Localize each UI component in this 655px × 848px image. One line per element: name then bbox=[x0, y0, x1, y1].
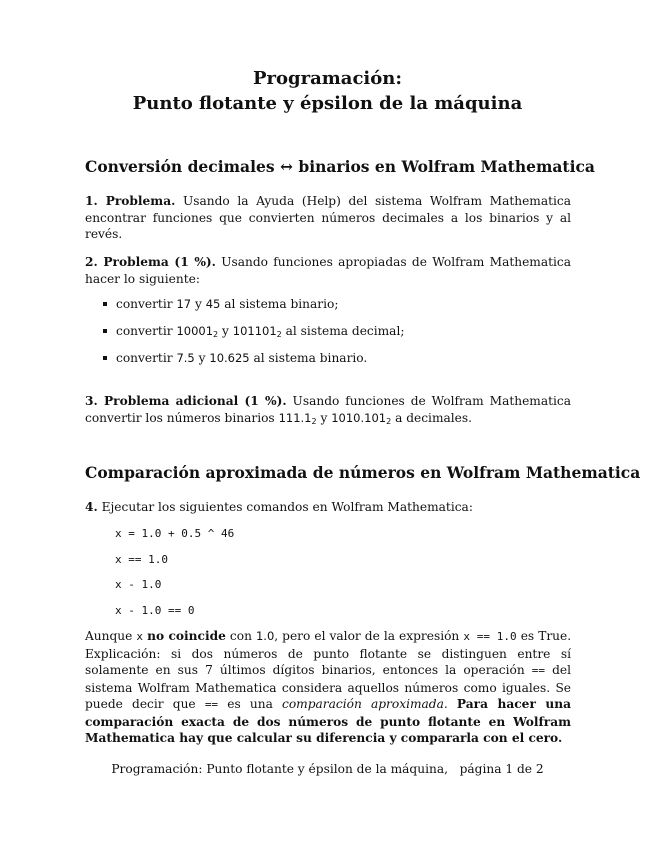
list-item: convertir $10001_2$ y $101101_2$ al sistema decimal; bbox=[103, 323, 573, 350]
list-item: convertir 7.5 y 10.625 al sistema binario. bbox=[103, 350, 573, 377]
section-heading-conversion: Conversión decimales ↔ binarios en Wolfram Mathematica bbox=[85, 157, 595, 176]
problem-3-label: 3. Problema adicional (1 %). bbox=[85, 394, 287, 408]
explanation-paragraph: Aunque x no coincide con 1.0, pero el valor de la expresión x == 1.0 es True. Explicación: si dos números de punto flotante se distinguen entre sí solamente en sus 7 últimos dígitos binarios, entonces la operación == del sistema Wolfram Mathematica considera aquellos números como iguales. Se puede decir que == es una comparación aproximada. Para hacer una comparación exacta de dos números de punto flotante en Wolfram Mathematica hay que calcular su diferencia y compararla con el cero. bbox=[85, 629, 572, 745]
section-heading-comparison: Comparación aproximada de números en Wolfram Mathematica bbox=[85, 463, 641, 482]
problem-4-text: Ejecutar los siguientes comandos en Wolfram Mathematica: bbox=[101, 500, 473, 514]
problem-2-label: 2. Problema (1 %). bbox=[85, 255, 216, 269]
left-right-arrow-icon: ↔ bbox=[279, 157, 293, 176]
problem-2 bbox=[85, 254, 571, 287]
problem-2-list bbox=[103, 296, 573, 377]
code-line: x - 1.0 == 0 bbox=[115, 604, 195, 617]
page-title bbox=[0, 66, 655, 116]
problem-3: 3. Problema adicional (1 %). Usando funciones de Wolfram Mathematica convertir los números binarios $111.1_2$ y $1010.101_2$ a decimales. bbox=[85, 394, 572, 426]
problem-1-text: Usando la Ayuda (Help) del sistema Wolfram Mathematica encontrar funciones que convierten números decimales a los binarios y al revés. bbox=[85, 194, 572, 241]
title-line-1: Programación: bbox=[252, 68, 402, 89]
code-line: x = 1.0 + 0.5 ^ 46 bbox=[115, 527, 235, 540]
list-item: convertir 17 y 45 al sistema binario; bbox=[103, 296, 573, 323]
problem-4-label: 4. bbox=[85, 500, 98, 514]
page-number: página 1 de 2 bbox=[459, 762, 544, 776]
problem-1-label: 1. Problema. bbox=[85, 194, 176, 208]
problem-4 bbox=[85, 499, 571, 516]
problem-2-text: Usando funciones apropiadas de Wolfram Mathematica hacer lo siguiente: bbox=[85, 255, 572, 286]
code-line: x - 1.0 bbox=[115, 578, 162, 591]
code-line: x == 1.0 bbox=[115, 553, 168, 566]
page-footer: Programación: Punto flotante y épsilon de la máquina, página 1 de 2 bbox=[111, 762, 544, 776]
title-line-2: Punto flotante y épsilon de la máquina bbox=[132, 93, 523, 114]
problem-1 bbox=[85, 193, 571, 243]
